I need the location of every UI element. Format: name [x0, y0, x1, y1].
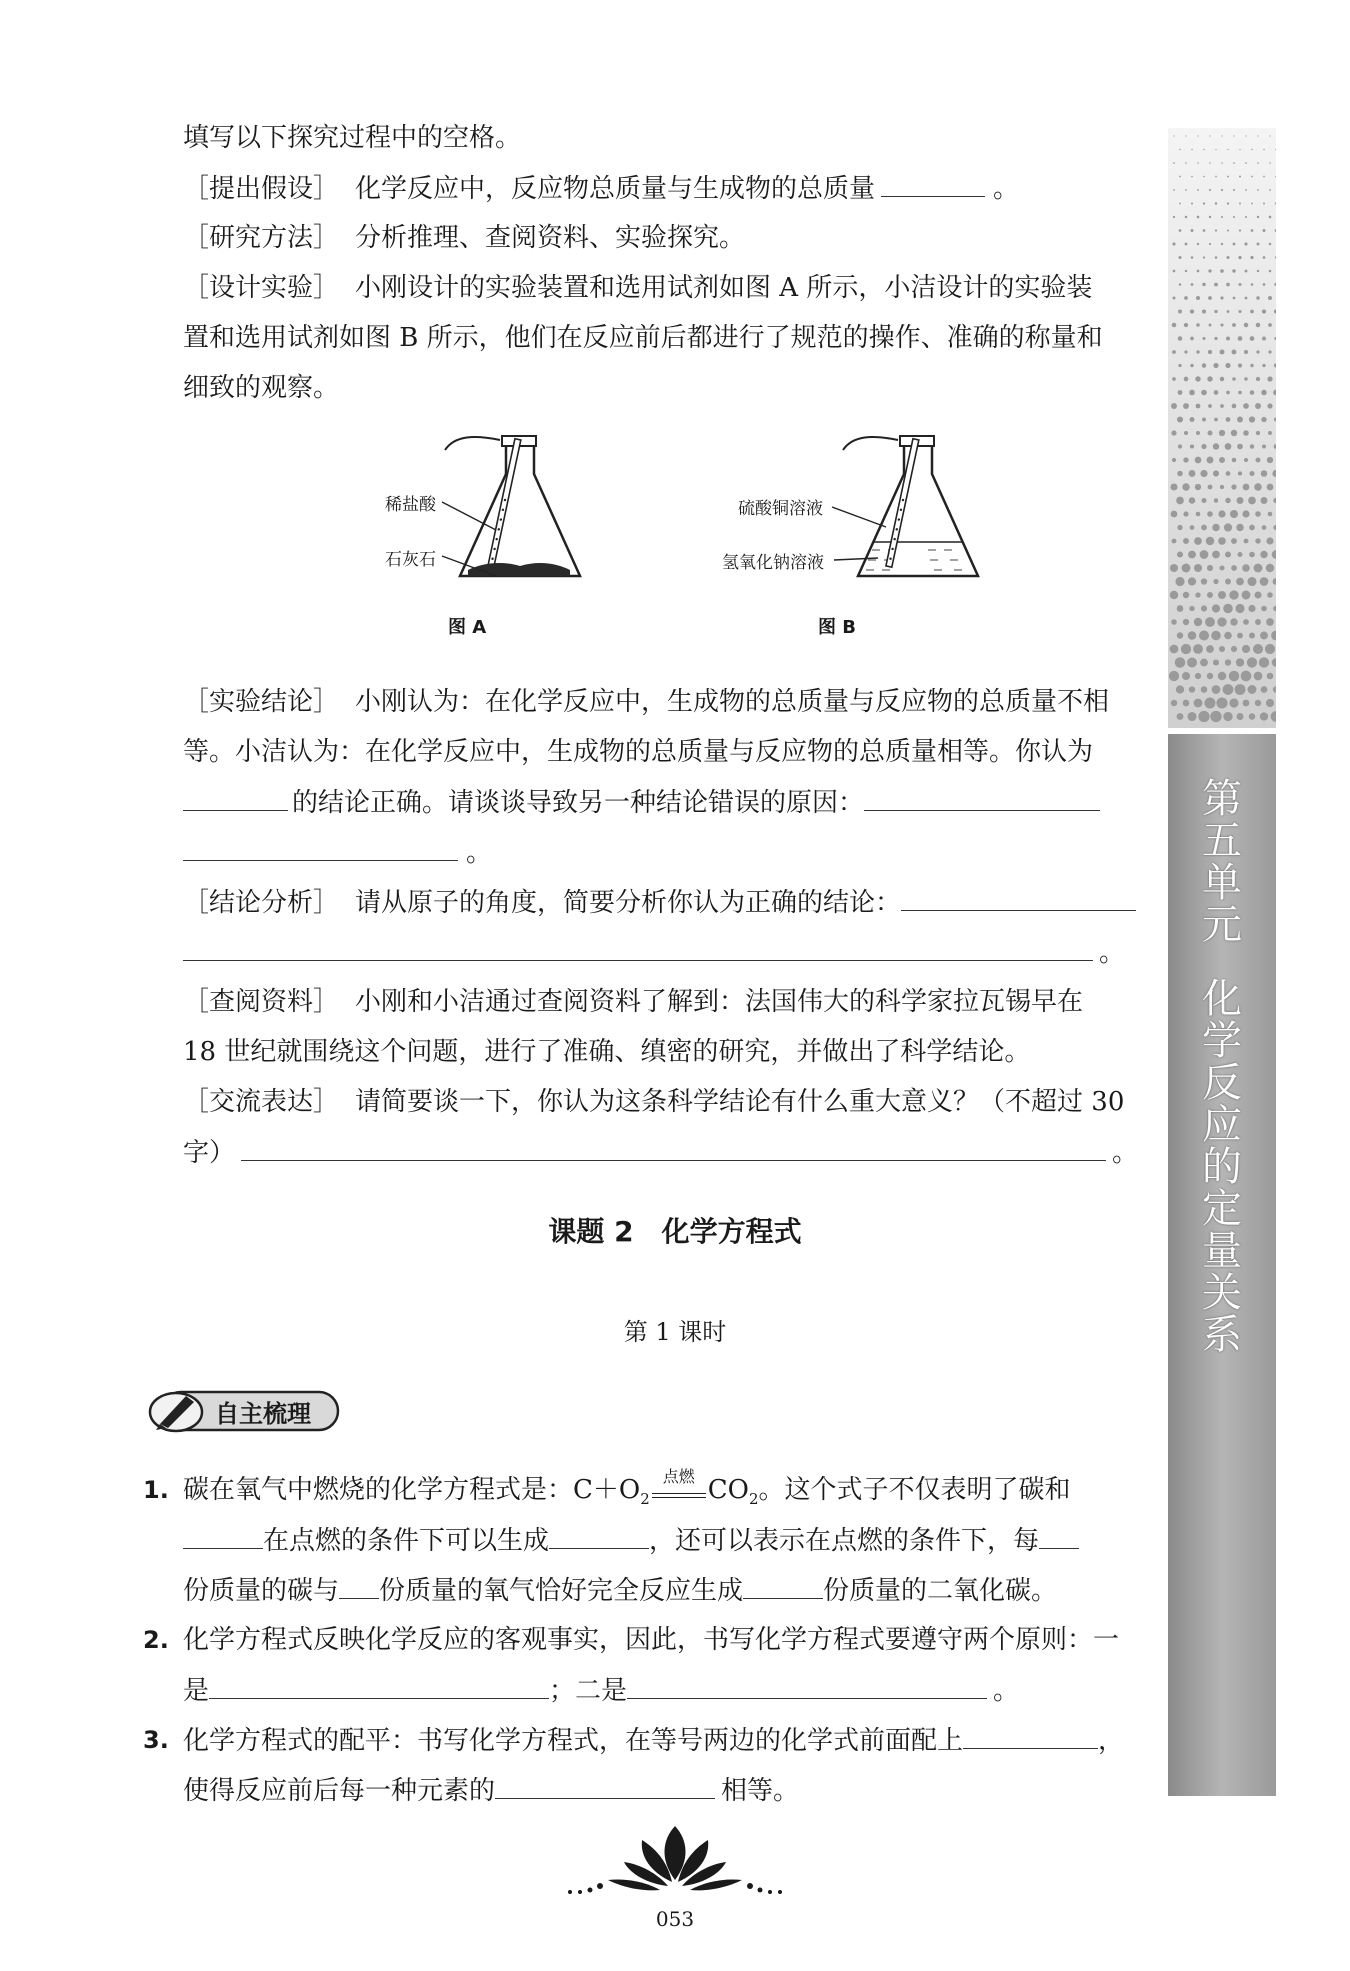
design-tag: ［设计实验］ — [183, 273, 340, 303]
analysis-tag: ［结论分析］ — [183, 888, 340, 918]
conclusion-line-4 — [183, 832, 492, 872]
item-2-blank-1[interactable] — [209, 1670, 549, 1699]
unit-label-char: 元 — [1202, 902, 1242, 948]
conclusion-who-blank[interactable] — [183, 782, 288, 811]
figure-a-label-limestone: 石灰石 — [385, 550, 436, 570]
item-3-text-b1: 使得反应前后每一种元素的 — [183, 1776, 496, 1806]
item-3-line-2 — [183, 1770, 799, 1810]
design-line-2: 置和选用试剂如图 B 所示，他们在反应前后都进行了规范的操作、准确的称量和 — [183, 323, 1103, 353]
unit-title-char: 学 — [1202, 1018, 1242, 1064]
item-1-sub-2: 2 — [748, 1490, 759, 1509]
conclusion-reason-blank-2[interactable] — [183, 832, 458, 861]
item-2-line-1 — [143, 1620, 1120, 1660]
item-2-text-b1: 是 — [183, 1676, 210, 1706]
analysis-text: 请从原子的角度，简要分析你认为正确的结论： — [355, 888, 902, 918]
section-badge — [142, 1388, 342, 1434]
unit-title-char: 应 — [1202, 1102, 1242, 1148]
method-tag: ［研究方法］ — [183, 223, 340, 253]
item-1-text-a3: 。这个式子不仅表明了碳和 — [758, 1475, 1071, 1505]
analysis-blank-1[interactable] — [901, 882, 1136, 911]
item-1-blank-4[interactable] — [339, 1570, 379, 1599]
conclusion-text-1: 小刚认为：在化学反应中，生成物的总质量与反应物的总质量不相 — [355, 687, 1110, 717]
figure-a-label-acid: 稀盐酸 — [385, 495, 436, 515]
research-line-2: 18 世纪就围绕这个问题，进行了准确、缜密的研究，并做出了科学结论。 — [183, 1037, 1031, 1067]
research-tag: ［查阅资料］ — [183, 987, 340, 1017]
conclusion-tag: ［实验结论］ — [183, 687, 340, 717]
research-line-1 — [183, 982, 1083, 1022]
unit-label — [1168, 778, 1276, 946]
method-line — [183, 218, 745, 258]
unit-title — [1168, 978, 1276, 1356]
analysis-line-2 — [183, 932, 1125, 972]
unit-title-char: 的 — [1202, 1144, 1242, 1190]
hypothesis-tag: ［提出假设］ — [183, 174, 340, 204]
item-2-end: 。 — [993, 1676, 1020, 1706]
lesson-title: 课题 2 化学方程式 — [548, 1215, 802, 1248]
item-1-number: 1. — [143, 1476, 169, 1504]
item-1-text-a1: 碳在氧气中燃烧的化学方程式是：C＋O — [183, 1475, 641, 1505]
item-1-text-b1: 在点燃的条件下可以生成 — [263, 1526, 550, 1556]
item-1-blank-2[interactable] — [549, 1520, 649, 1549]
research-text-1: 小刚和小洁通过查阅资料了解到：法国伟大的科学家拉瓦锡早在 — [355, 987, 1084, 1017]
unit-label-char: 单 — [1202, 860, 1242, 906]
conclusion-line-3 — [183, 782, 1100, 822]
item-1-text-c1: 份质量的碳与 — [183, 1576, 340, 1606]
figure-b-pointer-copper-sulfate — [830, 505, 890, 535]
item-3-text-b2: 相等。 — [721, 1776, 800, 1806]
figure-b-label-sodium-hydroxide: 氢氧化钠溶液 — [722, 553, 824, 573]
unit-label-char: 五 — [1202, 818, 1242, 864]
item-3-number: 3. — [143, 1726, 169, 1754]
conclusion-reason-blank-1[interactable] — [864, 782, 1100, 811]
unit-title-char: 关 — [1202, 1270, 1242, 1316]
design-text-1: 小刚设计的实验装置和选用试剂如图 A 所示，小洁设计的实验装 — [355, 273, 1093, 303]
item-1-line-1 — [143, 1467, 1071, 1510]
leaf-ornament-icon — [560, 1820, 790, 1905]
item-1-sub-1: 2 — [640, 1490, 650, 1509]
reaction-condition-text: 点燃 — [662, 1467, 695, 1486]
design-line-3: 细致的观察。 — [183, 373, 340, 403]
conclusion-text-3: 的结论正确。请谈谈导致另一种结论错误的原因： — [292, 788, 865, 818]
analysis-line-1 — [183, 882, 1136, 922]
item-1-text-b2: ，还可以表示在点燃的条件下，每 — [649, 1526, 1040, 1556]
period-label: 第 1 课时 — [623, 1318, 727, 1346]
item-1-text-a2: CO — [707, 1475, 749, 1505]
item-2-text-b2: ；二是 — [549, 1676, 628, 1706]
method-text: 分析推理、查阅资料、实验探究。 — [355, 223, 746, 253]
item-3-blank-2[interactable] — [495, 1770, 715, 1799]
exchange-end: 。 — [1112, 1138, 1139, 1168]
hypothesis-text: 化学反应中，反应物总质量与生成物的总质量 — [355, 174, 876, 204]
hypothesis-end: 。 — [993, 174, 1020, 204]
conclusion-line-1 — [183, 682, 1109, 722]
hypothesis-line — [183, 168, 1019, 208]
item-2-number: 2. — [143, 1626, 169, 1654]
exchange-blank[interactable] — [241, 1132, 1106, 1161]
page-number: 053 — [655, 1907, 695, 1931]
item-3-line-1 — [143, 1720, 1125, 1760]
item-3-text-a2: ， — [1098, 1726, 1125, 1756]
item-3-text-a1: 化学方程式的配平：书写化学方程式，在等号两边的化学式前面配上 — [183, 1726, 964, 1756]
item-3-blank-1[interactable] — [963, 1720, 1098, 1749]
item-1-line-2 — [183, 1520, 1079, 1560]
exchange-line-2 — [183, 1132, 1138, 1172]
figure-a-pointer-acid — [440, 500, 500, 540]
figure-b-caption: 图 B — [818, 617, 856, 638]
exchange-line-1 — [183, 1082, 1124, 1122]
item-2-line-2 — [183, 1670, 1019, 1710]
side-tab — [1168, 128, 1276, 1796]
exchange-tag: ［交流表达］ — [183, 1087, 340, 1117]
figure-a-caption: 图 A — [448, 617, 487, 638]
figure-a-pointer-limestone — [440, 552, 500, 582]
reaction-condition — [652, 1467, 706, 1498]
figure-b-label-copper-sulfate: 硫酸铜溶液 — [738, 499, 823, 519]
design-line-1 — [183, 268, 1092, 308]
item-1-blank-5[interactable] — [743, 1570, 823, 1599]
item-2-text-a1: 化学方程式反映化学反应的客观事实，因此，书写化学方程式要遵守两个原则：一 — [183, 1625, 1120, 1655]
item-1-line-3 — [183, 1570, 1057, 1610]
figure-b-pointer-sodium-hydroxide — [832, 550, 882, 570]
hypothesis-blank[interactable] — [881, 168, 985, 197]
item-1-blank-3[interactable] — [1039, 1520, 1079, 1549]
unit-title-char: 反 — [1202, 1060, 1242, 1106]
unit-label-char: 第 — [1202, 776, 1242, 822]
unit-title-char: 系 — [1202, 1312, 1242, 1358]
halftone-pattern — [1168, 128, 1276, 728]
item-1-blank-1[interactable] — [183, 1520, 263, 1549]
item-1-text-c3: 份质量的二氧化碳。 — [823, 1576, 1058, 1606]
analysis-blank-2[interactable] — [183, 932, 1093, 961]
unit-title-char: 定 — [1202, 1186, 1242, 1232]
intro-text: 填写以下探究过程中的空格。 — [183, 123, 522, 153]
exchange-text-2: 字） — [183, 1138, 236, 1168]
badge-label: 自主梳理 — [215, 1400, 311, 1428]
analysis-end: 。 — [1099, 938, 1126, 968]
unit-title-char: 化 — [1202, 976, 1242, 1022]
conclusion-end: 。 — [466, 838, 493, 868]
exchange-text-1: 请简要谈一下，你认为这条科学结论有什么重大意义？（不超过 30 — [355, 1087, 1125, 1117]
item-1-text-c2: 份质量的氧气恰好完全反应生成 — [379, 1576, 744, 1606]
conclusion-line-2: 等。小洁认为：在化学反应中，生成物的总质量与反应物的总质量相等。你认为 — [183, 737, 1094, 767]
unit-title-char: 量 — [1202, 1228, 1242, 1274]
item-2-blank-2[interactable] — [627, 1670, 987, 1699]
